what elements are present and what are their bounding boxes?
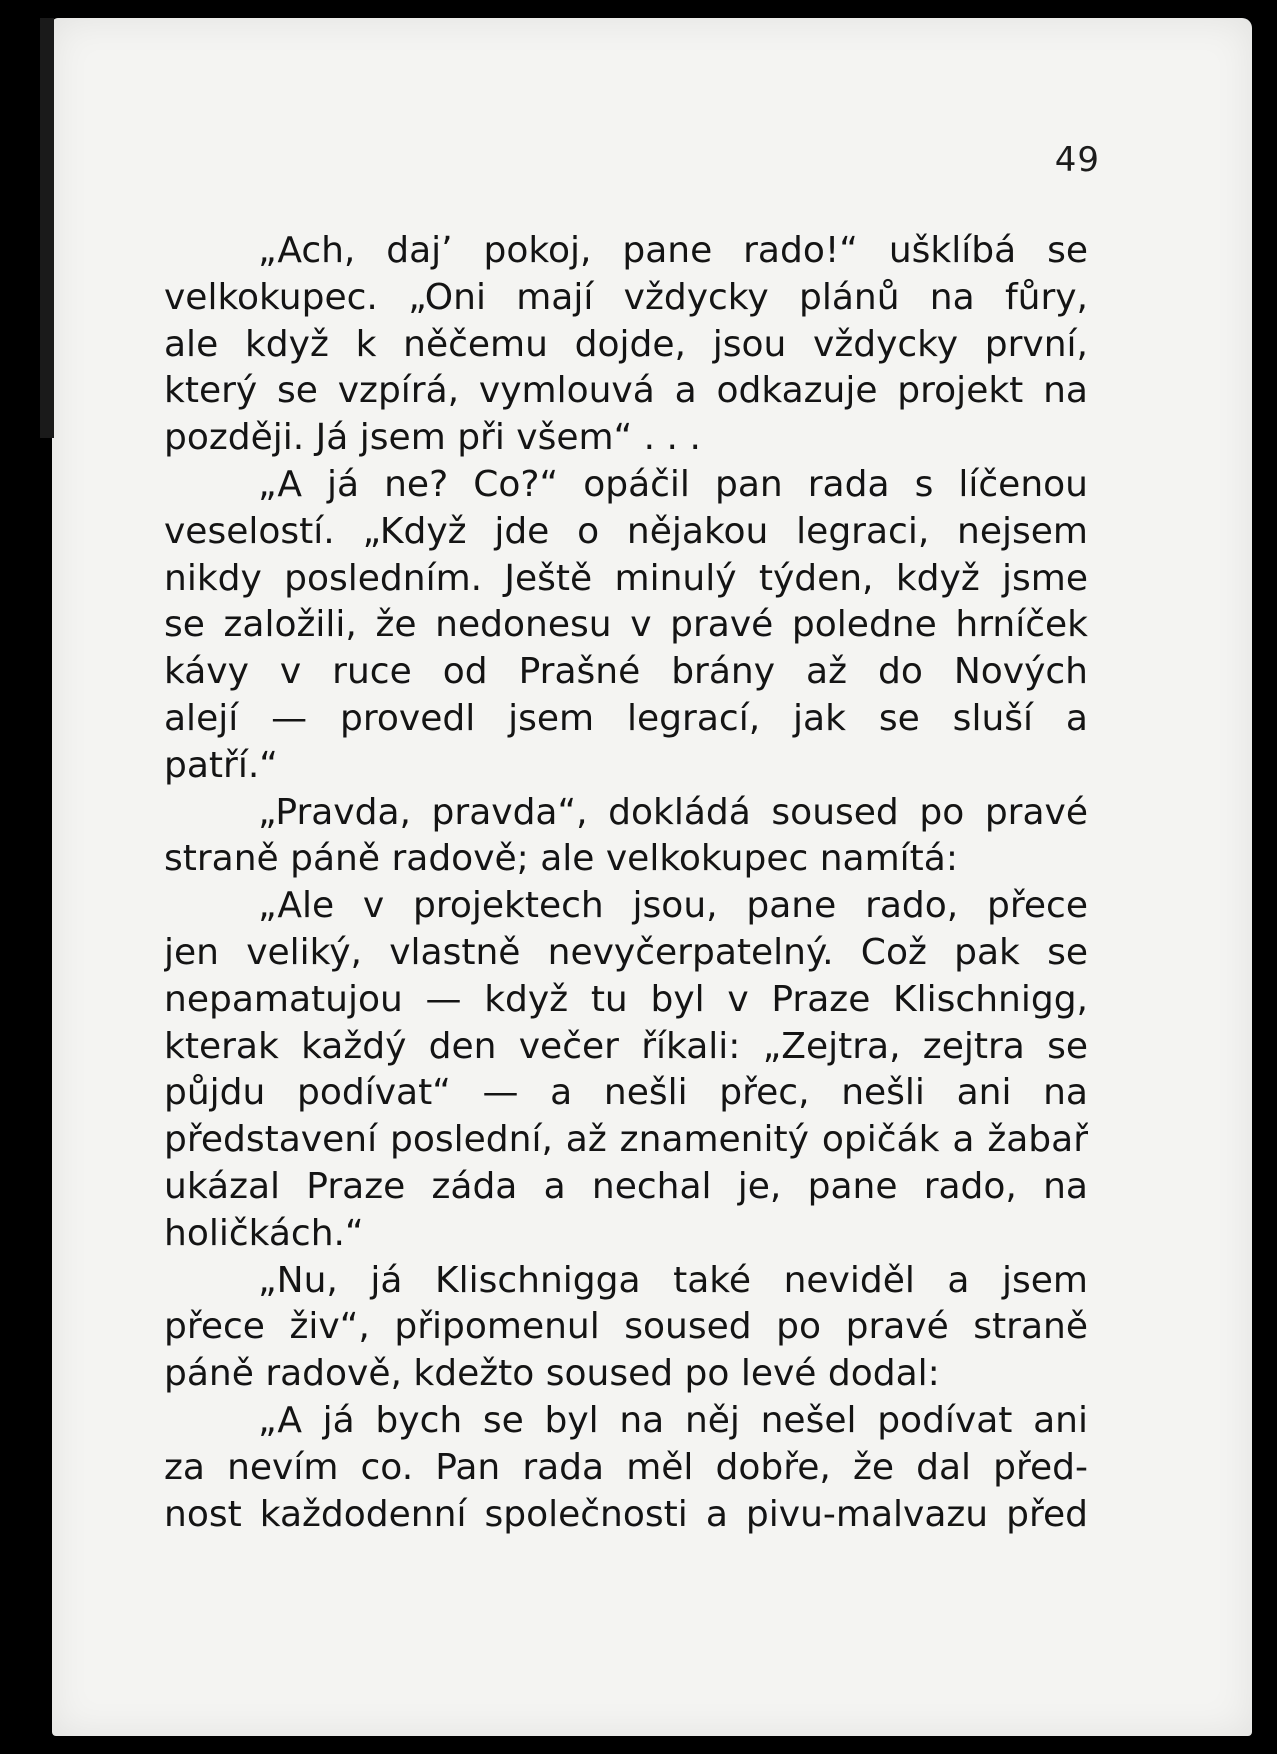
text-line: patří.“ [164, 744, 278, 786]
text-line: za nevím co. Pan rada měl dobře, že dal před- [164, 1446, 1088, 1488]
text-line: později. Já jsem při všem“ . . . [164, 417, 701, 459]
text-line: půjdu podívat“ — a nešli přec, nešli ani na [164, 1072, 1088, 1114]
text-line: nepamatujou — když tu byl v Praze Klischnigg, [164, 978, 1088, 1020]
page-number: 49 [1054, 140, 1100, 180]
text-line: jen veliký, vlastně nevyčerpatelný. Což pak se [164, 931, 1088, 973]
text-line: ukázal Praze záda a nechal je, pane rado, na [164, 1165, 1088, 1207]
page-gutter-edge [40, 18, 54, 438]
text-line: velkokupec. „Oni mají vždycky plánů na fůry, [164, 276, 1088, 318]
text-line: ale když k něčemu dojde, jsou vždycky první, [164, 323, 1088, 365]
text-line: nikdy posledním. Ještě minulý týden, když jsme [164, 557, 1088, 599]
text-line: veselostí. „Když jde o nějakou legraci, nejsem [164, 510, 1088, 552]
text-line: „A já bych se byl na něj nešel podívat ani [258, 1399, 1088, 1441]
text-line: straně páně radově; ale velkokupec namítá: [164, 838, 958, 880]
text-line: páně radově, kdežto soused po levé dodal: [164, 1353, 940, 1395]
text-line: nost každodenní společnosti a pivu-malvazu před [164, 1493, 1088, 1535]
text-line: kávy v ruce od Prašné brány až do Nových [164, 651, 1088, 693]
text-line: „Ach, daj’ pokoj, pane rado!“ ušklíbá se [258, 230, 1088, 271]
text-line: „A já ne? Co?“ opáčil pan rada s líčenou [258, 463, 1088, 505]
text-line: přece živ“, připomenul soused po pravé straně [164, 1306, 1088, 1348]
text-line: se založili, že nedonesu v pravé poledne hrníček [164, 604, 1088, 646]
text-line: představení poslední, až znamenitý opičák a žabař [164, 1119, 1088, 1161]
text-line: „Ale v projektech jsou, pane rado, přece [258, 885, 1088, 927]
text-line: „Pravda, pravda“, dokládá soused po pravé [258, 791, 1088, 833]
text-line: kterak každý den večer říkali: „Zejtra, zejtra se [164, 1025, 1088, 1067]
body-text [164, 228, 1088, 1538]
text-line: alejí — provedl jsem legrací, jak se sluší a [164, 697, 1088, 739]
text-line: „Nu, já Klischnigga také neviděl a jsem [258, 1259, 1088, 1301]
text-line: který se vzpírá, vymlouvá a odkazuje projekt na [164, 370, 1088, 412]
text-line: holičkách.“ [164, 1212, 364, 1254]
